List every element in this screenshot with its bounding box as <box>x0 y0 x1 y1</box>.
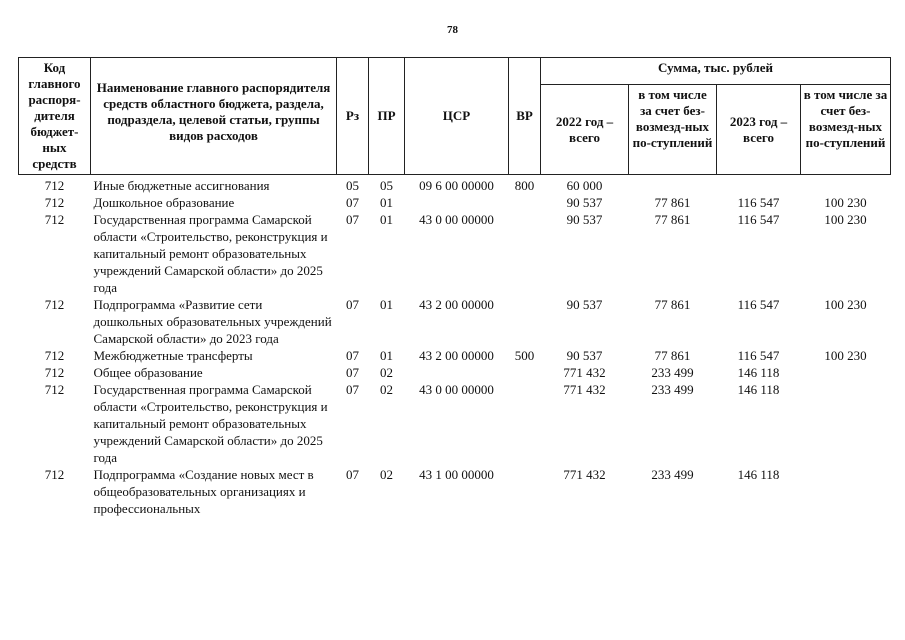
cell-2023-total: 116 547 <box>737 348 780 363</box>
cell-name: Общее образование <box>93 365 203 380</box>
cell-2023-total <box>717 175 801 195</box>
cell-pr: 01 <box>380 212 393 227</box>
cell-rz: 07 <box>346 365 359 380</box>
cell-2022-total: 60 000 <box>566 178 603 193</box>
cell-csr: 43 0 00 00000 <box>419 212 494 227</box>
cell-csr: 43 2 00 00000 <box>419 348 494 363</box>
cell-2023-free <box>801 175 891 195</box>
table-row <box>19 381 891 466</box>
cell-name: Дошкольное образование <box>93 195 235 210</box>
cell-pr: 01 <box>380 297 393 312</box>
cell-2022-total: 90 537 <box>566 297 603 312</box>
cell-2022-total: 90 537 <box>566 212 603 227</box>
cell-vr <box>509 364 541 381</box>
cell-pr: 02 <box>380 382 393 397</box>
cell-2022-free <box>629 175 717 195</box>
cell-csr: 43 1 00 00000 <box>419 467 494 482</box>
header-csr: ЦСР <box>405 58 509 175</box>
table-row <box>19 296 891 347</box>
cell-name: Государственная программа Самарской области «Строительство, реконструкция и капитальный ремонт образовательных учреждений Самарской области» до 2025 года <box>93 212 328 295</box>
cell-name: Государственная программа Самарской области «Строительство, реконструкция и капитальный ремонт образовательных учреждений Самарской области» до 2025 года <box>93 382 328 465</box>
table-row <box>19 466 891 517</box>
cell-vr <box>509 211 541 296</box>
cell-name: Межбюджетные трансферты <box>93 348 253 363</box>
cell-2023-total: 146 118 <box>737 365 780 380</box>
cell-pr: 01 <box>380 195 393 210</box>
cell-csr: 43 2 00 00000 <box>419 297 494 312</box>
cell-pr: 02 <box>380 365 393 380</box>
header-2023-free: в том числе за счет без-возмезд-ных по-ступлений <box>801 85 891 175</box>
table-row <box>19 347 891 364</box>
cell-csr <box>405 364 509 381</box>
cell-pr: 01 <box>380 348 393 363</box>
cell-2023-free <box>801 466 891 517</box>
cell-pr: 02 <box>380 467 393 482</box>
cell-rz: 07 <box>346 348 359 363</box>
cell-2023-total: 116 547 <box>737 195 780 210</box>
cell-2022-total: 771 432 <box>563 382 606 397</box>
table-row <box>19 175 891 195</box>
page-number: 78 <box>447 24 458 36</box>
cell-rz: 07 <box>346 195 359 210</box>
cell-rz: 07 <box>346 212 359 227</box>
header-2023-total: 2023 год – всего <box>717 85 801 175</box>
cell-code: 712 <box>44 382 65 397</box>
cell-vr <box>509 466 541 517</box>
cell-csr: 09 6 00 00000 <box>419 178 494 193</box>
cell-rz: 07 <box>346 382 359 397</box>
cell-2023-free <box>801 364 891 381</box>
cell-csr <box>405 194 509 211</box>
cell-2023-total: 116 547 <box>737 212 780 227</box>
table-body <box>19 175 891 518</box>
cell-rz: 07 <box>346 467 359 482</box>
cell-csr: 43 0 00 00000 <box>419 382 494 397</box>
cell-2022-total: 771 432 <box>563 365 606 380</box>
cell-2023-free: 100 230 <box>824 212 867 227</box>
cell-vr: 800 <box>514 178 535 193</box>
cell-2022-total: 90 537 <box>566 348 603 363</box>
header-code: Код главного распоря-дителя бюджет-ных средств <box>19 58 91 175</box>
header-rz: Рз <box>337 58 369 175</box>
cell-2022-free: 77 861 <box>654 297 691 312</box>
cell-2022-free: 77 861 <box>654 348 691 363</box>
cell-2022-free: 233 499 <box>651 467 694 482</box>
cell-2023-free: 100 230 <box>824 195 867 210</box>
cell-rz: 07 <box>346 297 359 312</box>
cell-2023-total: 146 118 <box>737 467 780 482</box>
header-sum-group: Сумма, тыс. рублей <box>541 58 891 85</box>
cell-name: Иные бюджетные ассигнования <box>93 178 270 193</box>
cell-vr <box>509 296 541 347</box>
header-pr: ПР <box>369 58 405 175</box>
table-row <box>19 194 891 211</box>
header-2022-total: 2022 год – всего <box>541 85 629 175</box>
cell-pr: 05 <box>380 178 393 193</box>
cell-2023-total: 116 547 <box>737 297 780 312</box>
cell-2023-free <box>801 381 891 466</box>
header-name: Наименование главного распорядителя средств областного бюджета, раздела, подраздела, целевой статьи, группы видов расходов <box>91 58 337 175</box>
table-row <box>19 364 891 381</box>
cell-vr <box>509 381 541 466</box>
table-header <box>19 58 891 175</box>
cell-code: 712 <box>44 365 65 380</box>
cell-2022-free: 77 861 <box>654 212 691 227</box>
cell-2022-free: 233 499 <box>651 365 694 380</box>
cell-code: 712 <box>44 297 65 312</box>
cell-2022-free: 233 499 <box>651 382 694 397</box>
cell-code: 712 <box>44 178 65 193</box>
cell-code: 712 <box>44 467 65 482</box>
cell-code: 712 <box>44 195 65 210</box>
table-row <box>19 211 891 296</box>
cell-2023-free: 100 230 <box>824 348 867 363</box>
cell-name: Подпрограмма «Развитие сети дошкольных образовательных учреждений Самарской области» до 2023 года <box>93 297 332 346</box>
header-vr: ВР <box>509 58 541 175</box>
cell-2022-free: 77 861 <box>654 195 691 210</box>
cell-code: 712 <box>44 212 65 227</box>
cell-2023-free: 100 230 <box>824 297 867 312</box>
cell-2022-total: 90 537 <box>566 195 603 210</box>
header-2022-free: в том числе за счет без-возмезд-ных по-ступлений <box>629 85 717 175</box>
cell-rz: 05 <box>346 178 359 193</box>
cell-2022-total: 771 432 <box>563 467 606 482</box>
cell-2023-total: 146 118 <box>737 382 780 397</box>
budget-table <box>18 57 891 517</box>
cell-name: Подпрограмма «Создание новых мест в общеобразовательных организациях и профессиональных <box>93 467 314 516</box>
cell-code: 712 <box>44 348 65 363</box>
cell-vr <box>509 194 541 211</box>
cell-vr: 500 <box>514 348 535 363</box>
